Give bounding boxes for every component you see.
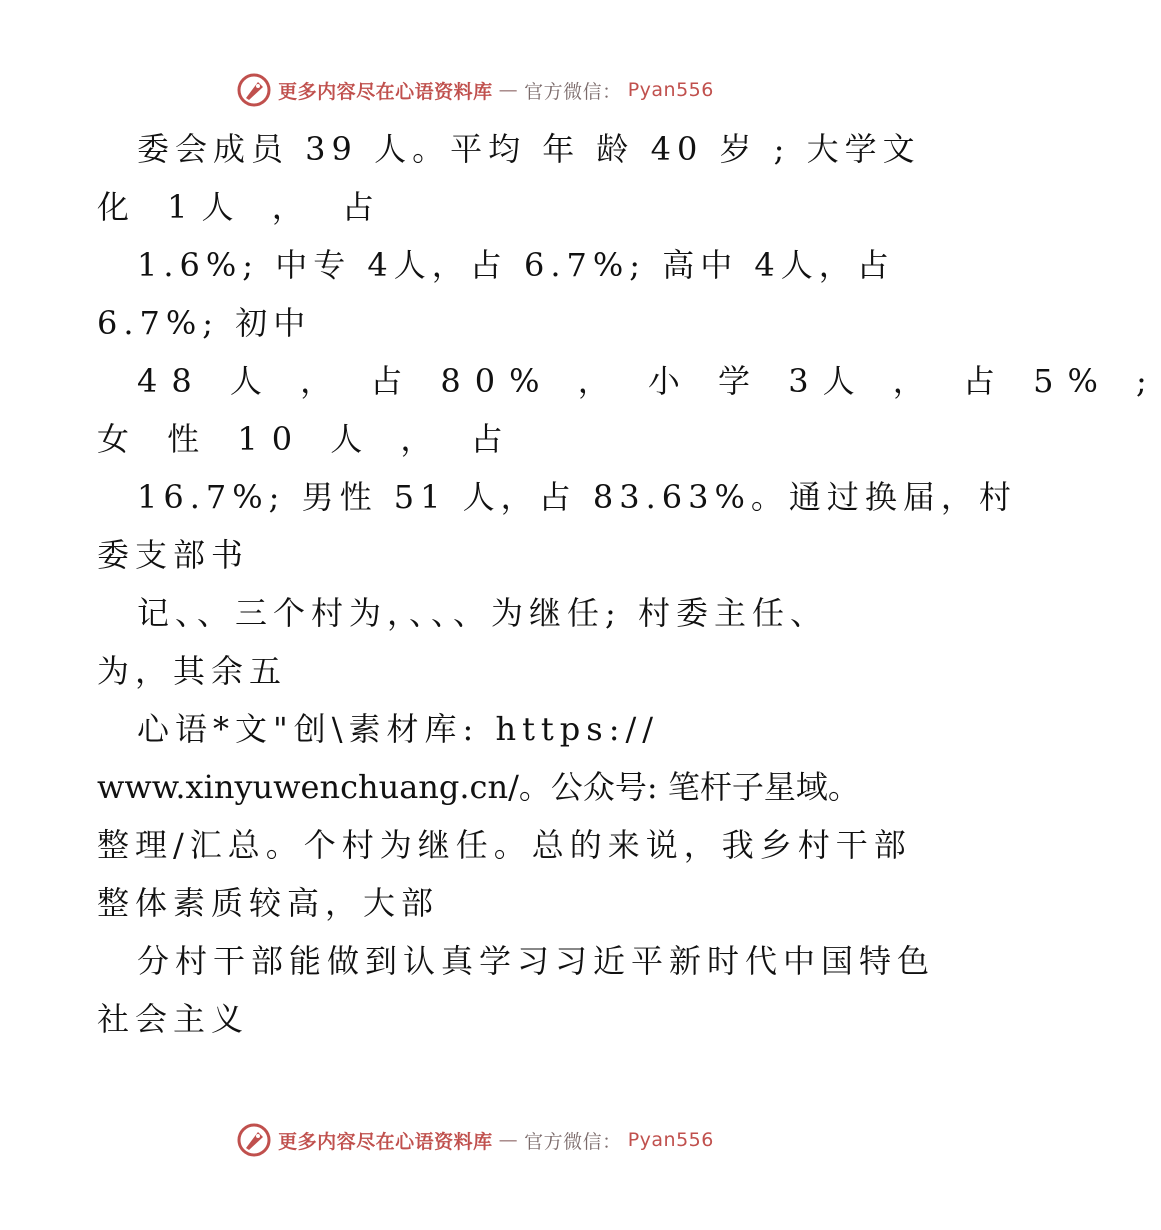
text-line: 16.7%; 男性 51 人，占 83.63%。通过换届，村: [137, 478, 1017, 516]
text-line: 女 性 10 人 ， 占: [97, 420, 517, 458]
pen-nib-logo-icon: [236, 72, 272, 108]
banner-wechat-label: 官方微信：: [524, 1130, 622, 1153]
banner-dash: —: [498, 1129, 519, 1151]
text-line: 委支部书: [97, 536, 250, 574]
text-line: 6.7%; 初中: [97, 304, 312, 342]
banner-wechat-id: Pyan556: [627, 1129, 714, 1151]
banner-title: 更多内容尽在心语资料库: [278, 1130, 493, 1153]
text-line: 社会主义: [97, 1000, 250, 1038]
text-line: 整体素质较高，大部: [97, 884, 440, 922]
text-line: 委会成员 39 人。平均 年 龄 40 岁 ; 大学文: [137, 130, 921, 168]
banner-title: 更多内容尽在心语资料库: [278, 80, 493, 103]
footer-banner: [0, 1122, 950, 1158]
text-line: 1.6%; 中专 4人，占 6.7%; 高中 4人，占: [137, 246, 895, 284]
header-banner: [0, 72, 950, 108]
banner-wechat-id: Pyan556: [627, 79, 714, 101]
banner-dash: —: [498, 79, 519, 101]
text-line: www.xinyuwenchuang.cn/。公众号: 笔杆子星域。: [97, 768, 860, 806]
banner-wechat-label: 官方微信：: [524, 80, 622, 103]
text-line: 化 1人 ， 占: [97, 188, 388, 226]
text-line: 为，其余五: [97, 652, 288, 690]
pen-nib-logo-icon: [236, 1122, 272, 1158]
text-line: 整理/汇总。个村为继任。总的来说，我乡村干部: [97, 826, 912, 864]
text-line: 分村干部能做到认真学习习近平新时代中国特色: [137, 942, 936, 980]
text-line: 心语*文"创\素材库: https://: [137, 710, 660, 748]
document-body: [97, 120, 1161, 1048]
text-line: 记、、三个村为，、、、为继任; 村委主任、: [137, 594, 828, 632]
text-line: 48 人 ， 占 80% ， 小 学 3人 ， 占 5% ;: [137, 362, 1161, 400]
